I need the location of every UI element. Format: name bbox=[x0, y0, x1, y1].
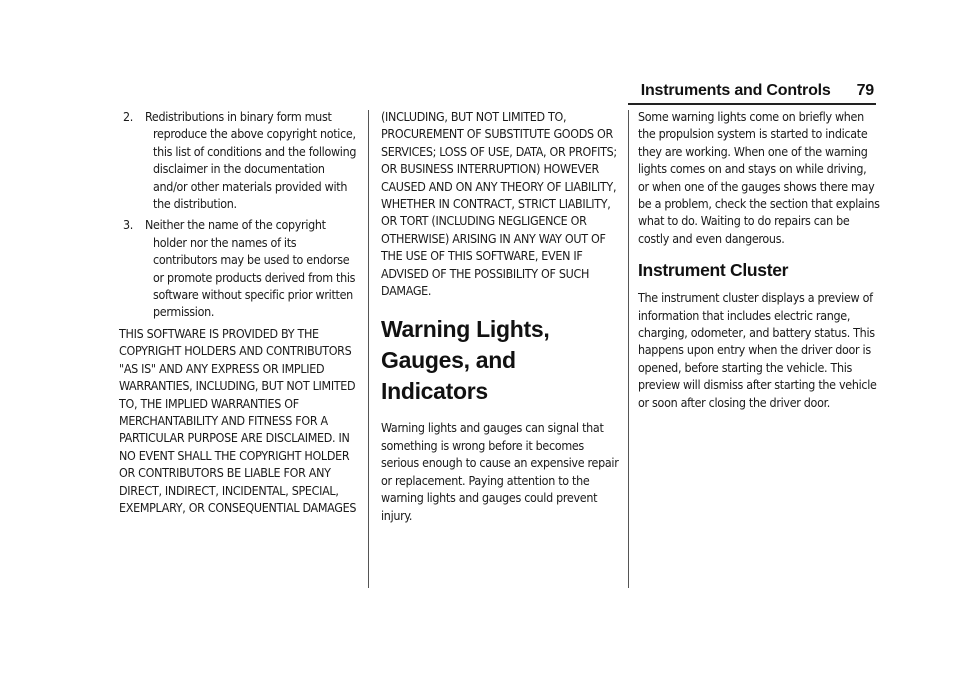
disclaimer-text-continued: (INCLUDING, BUT NOT LIMITED TO, PROCUREMENT OF SUBSTITUTE GOODS OR SERVICES; LOSS OF USE, DATA, OR PROFITS; OR BUSINESS INTERRUPTION) HOWEVER CAUSED AND ON ANY THEORY OF LIABILITY, WHETHER IN CONTRACT, STRICT LIABILITY, OR TORT (INCLUDING NEGLIGENCE OR OTHERWISE) ARISING IN ANY WAY OUT OF THE USE OF THIS SOFTWARE, EVEN IF ADVISED OF THE POSSIBILITY OF SUCH DAMAGE. bbox=[381, 109, 617, 299]
list-item bbox=[119, 216, 361, 320]
subsection-heading: Instrument Cluster bbox=[638, 260, 789, 281]
section-title: Instruments and Controls bbox=[640, 82, 831, 99]
list-item bbox=[119, 108, 361, 212]
column-3 bbox=[638, 108, 880, 411]
cluster-paragraph: The instrument cluster displays a preview of information that includes electric range, charging, odometer, and battery status. This happens upon entry when the driver door is opened, before starting the vehicle. This preview will dismiss after starting the vehicle or soon after closing the driver door. bbox=[638, 290, 877, 410]
intro-paragraph-continued: Some warning lights come on briefly when the propulsion system is started to indicate they are working. When one of the warning lights comes on and stays on while driving, or when one of the gauges shows there may be a problem, check the section that explains what to do. Waiting to do repairs can be costly and even dangerous. bbox=[638, 109, 880, 246]
list-text: Redistributions in binary form must reproduce the above copyright notice, this list of conditions and the following disclaimer in the documentation and/or other materials provided with the distribution. bbox=[145, 109, 357, 212]
page-number: 79 bbox=[856, 82, 874, 99]
list-text: Neither the name of the copyright holder nor the names of its contributors may be used to endorse or promote products derived from this software without specific prior written permission. bbox=[145, 217, 356, 320]
column-2 bbox=[381, 108, 623, 524]
section-heading: Warning Lights, Gauges, and Indicators bbox=[381, 316, 550, 405]
header-rule bbox=[628, 103, 876, 105]
column-1 bbox=[119, 108, 361, 516]
column-divider-1 bbox=[368, 110, 369, 588]
list-number: 3. bbox=[123, 217, 134, 233]
list-number: 2. bbox=[123, 109, 134, 124]
disclaimer-text: THIS SOFTWARE IS PROVIDED BY THE COPYRIGHT HOLDERS AND CONTRIBUTORS "AS IS" AND ANY EXPRESS OR IMPLIED WARRANTIES, INCLUDING, BUT NOT LIMITED TO, THE IMPLIED WARRANTIES OF MERCHANTABILITY AND FITNESS FOR A PARTICULAR PURPOSE ARE DISCLAIMED. IN NO EVENT SHALL THE COPYRIGHT HOLDER OR CONTRIBUTORS BE LIABLE FOR ANY DIRECT, INDIRECT, INCIDENTAL, SPECIAL, EXEMPLARY, OR CONSEQUENTIAL DAMAGES bbox=[119, 325, 357, 515]
column-divider-2 bbox=[628, 110, 629, 588]
page-header bbox=[641, 82, 874, 100]
intro-paragraph: Warning lights and gauges can signal that something is wrong before it becomes serious enough to cause an expensive repair or replacement. Paying attention to the warning lights and gauges could prevent injury. bbox=[381, 420, 619, 523]
